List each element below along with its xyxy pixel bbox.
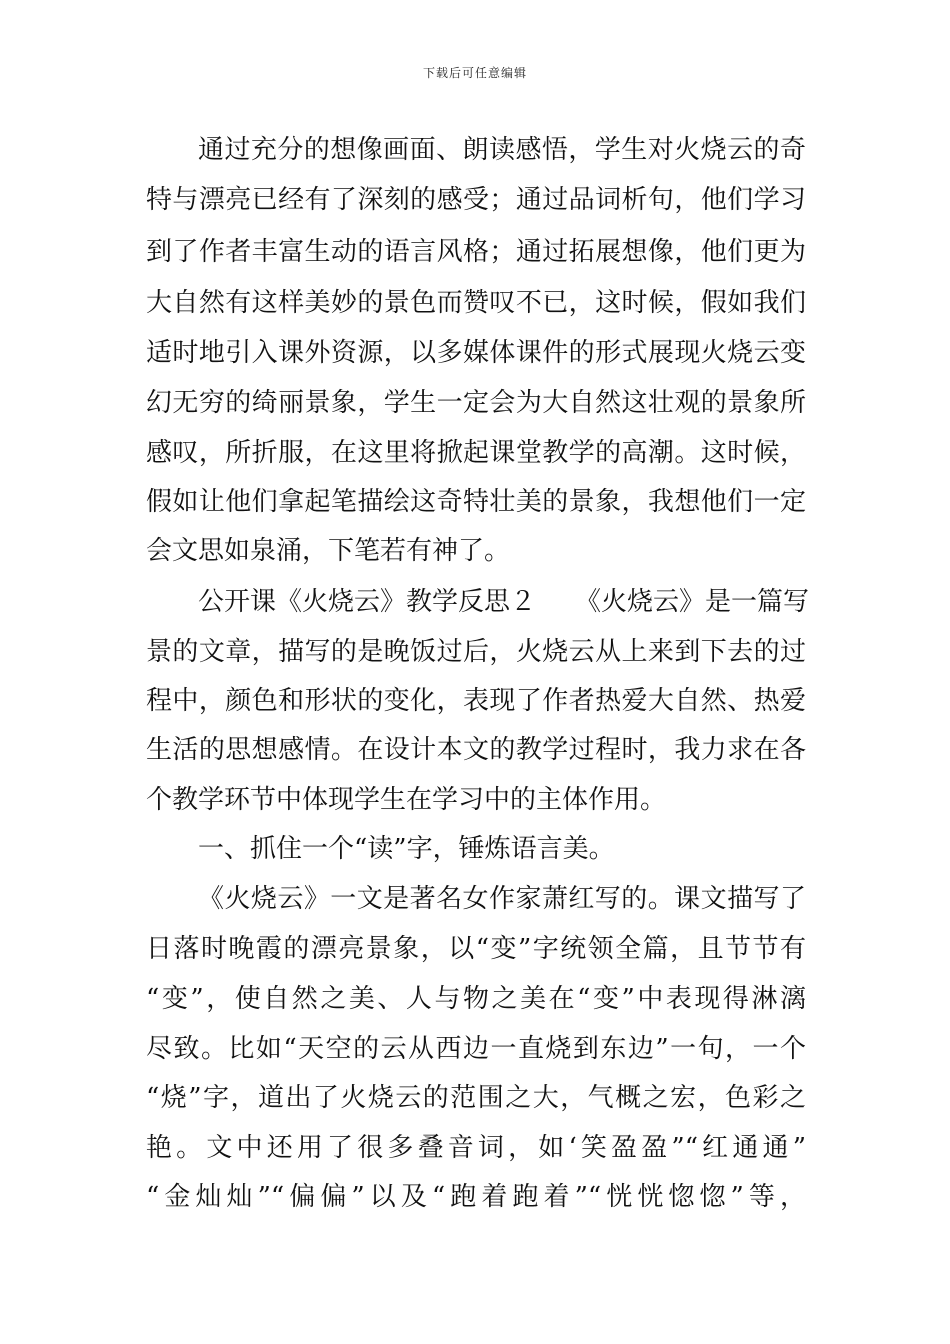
paragraph-1-line-3: 到了作者丰富生动的语言风格；通过拓展想像，他们更为 xyxy=(146,237,806,267)
paragraph-2-line-3: 程中，颜色和形状的变化，表现了作者热爱大自然、热爱 xyxy=(146,686,806,716)
paragraph-3-line-7: “金灿灿”“偏偏”以及“跑着跑着”“恍恍惚惚”等， xyxy=(146,1182,806,1212)
paragraph-1-line-8: 假如让他们拿起笔描绘这奇特壮美的景象，我想他们一定 xyxy=(146,487,806,517)
paragraph-3-line-1: 《火烧云》一文是著名女作家萧红写的。课文描写了 xyxy=(198,884,806,914)
paragraph-1-line-4: 大自然有这样美妙的景色而赞叹不已，这时候，假如我们 xyxy=(146,288,806,318)
paragraph-1-line-5: 适时地引入课外资源，以多媒体课件的形式展现火烧云变 xyxy=(146,338,806,368)
section-heading: 一、抓住一个“读”字，锤炼语言美。 xyxy=(198,834,615,864)
paragraph-2-line-5: 个教学环节中体现学生在学习中的主体作用。 xyxy=(146,785,667,815)
paragraph-3-line-2: 日落时晚霞的漂亮景象，以“变”字统领全篇，且节节有 xyxy=(146,934,806,964)
paragraph-2-line-2: 景的文章，描写的是晚饭过后，火烧云从上来到下去的过 xyxy=(146,637,806,667)
paragraph-1-line-1: 通过充分的想像画面、朗读感悟，学生对火烧云的奇 xyxy=(198,135,806,165)
paragraph-3-line-4: 尽致。比如“天空的云从西边一直烧到东边”一句，一个 xyxy=(146,1034,806,1064)
page-header: 下载后可任意编辑 xyxy=(422,66,527,80)
paragraph-3-line-5: “烧”字，道出了火烧云的范围之大，气概之宏，色彩之 xyxy=(146,1083,806,1113)
paragraph-2-line-4: 生活的思想感情。在设计本文的教学过程时，我力求在各 xyxy=(146,735,806,765)
paragraph-2-line-1: 公开课《火烧云》教学反思２ 《火烧云》是一篇写 xyxy=(198,587,810,617)
paragraph-1-line-6: 幻无穷的绮丽景象，学生一定会为大自然这壮观的景象所 xyxy=(146,388,806,418)
paragraph-3-line-6: 艳。文中还用了很多叠音词，如‘笑盈盈”“红通通” xyxy=(146,1133,806,1163)
paragraph-1-line-9: 会文思如泉涌，下笔若有神了。 xyxy=(146,536,511,566)
paragraph-1-line-2: 特与漂亮已经有了深刻的感受；通过品词析句，他们学习 xyxy=(146,185,806,215)
paragraph-3-line-3: “变”，使自然之美、人与物之美在“变”中表现得淋漓 xyxy=(146,984,806,1014)
paragraph-1-line-7: 感叹，所折服，在这里将掀起课堂教学的高潮。这时候， xyxy=(146,438,806,468)
